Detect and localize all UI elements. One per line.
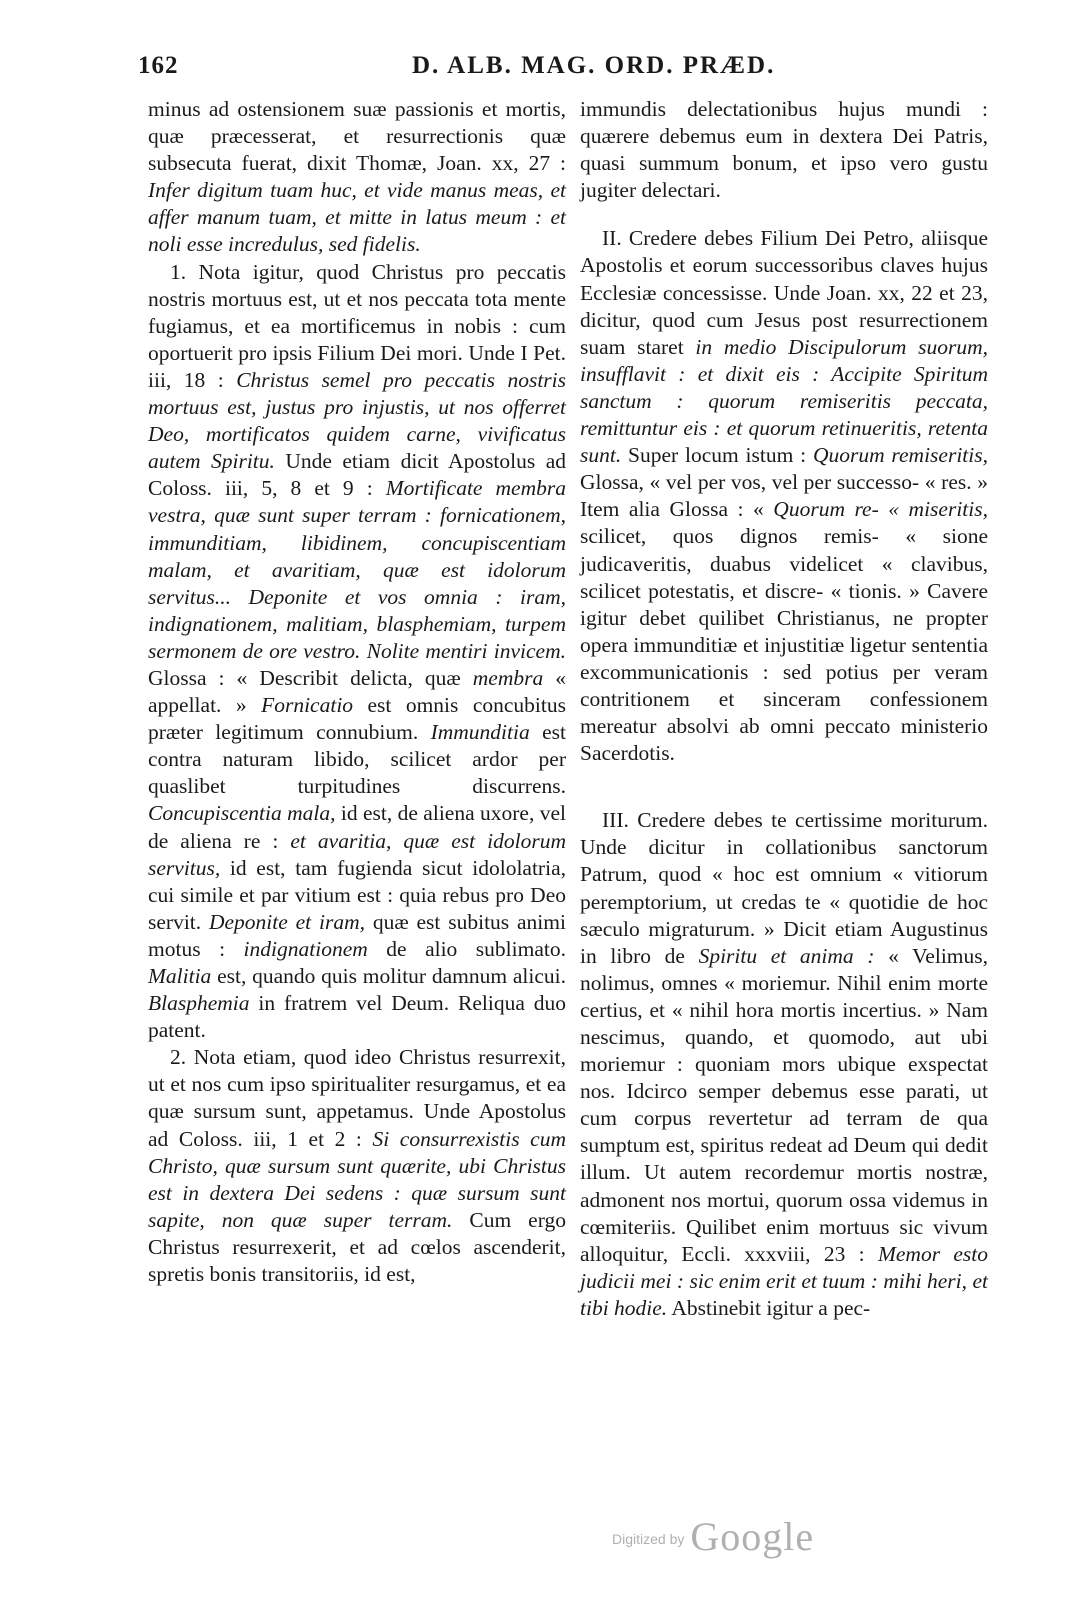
text-run: Glossa, « vel per vos, vel per successo- « res. » Item alia Glossa : « — [580, 470, 988, 522]
italic-run: Immunditia — [430, 720, 530, 745]
paragraph — [580, 96, 988, 204]
text-run: immundis delectationibus hujus mundi : quærere debemus eum in dextera Dei Patris, quasi summum bonum, et ipso vero gustu jugiter delectari. — [580, 97, 988, 203]
text-run: II. Credere debes Filium Dei Petro, aliisque Apostolis et eorum successoribus claves hujus Ecclesiæ concessisse. Unde Joan. xx, 22 et 23, dicitur, quod cum Jesus post resurrectionem suam staret — [580, 226, 988, 359]
paragraph — [148, 259, 566, 1045]
digitized-label: Digitized by — [612, 1531, 685, 1547]
text-run: est contra naturam libido, scilicet ardor per quaslibet turpitudines discurrens. — [148, 720, 566, 799]
text-run: quæ est subitus animi motus : — [148, 909, 566, 961]
italic-run: Spiritu et anima : — [698, 943, 875, 968]
digitized-by-google-watermark — [612, 1497, 814, 1557]
italic-run: Malitia — [148, 964, 212, 988]
left-column — [148, 96, 566, 1288]
text-run: minus ad ostensionem suæ passionis et mortis, quæ præcesserat, et resurrectionis quæ subsecuta fuerat, dixit Thomæ, Joan. xx, 27 : — [148, 97, 566, 176]
page-header — [0, 52, 1073, 92]
italic-run: Memor esto judicii mei : sic enim erit et tuum : mihi heri, et tibi hodie. — [580, 1241, 989, 1320]
text-run: in fratrem vel Deum. Reliqua duo patent. — [148, 991, 566, 1043]
paragraph — [148, 96, 566, 259]
text-run: « appellat. » — [148, 665, 566, 718]
paragraph — [580, 807, 988, 1322]
right-column — [580, 96, 988, 1322]
italic-run: Quorum remiseritis, — [812, 443, 988, 468]
paragraph — [148, 1044, 566, 1288]
text-run: Cum ergo Christus resurrexerit, et ad cœlos ascenderit, spretis bonis transitoriis, id est, — [148, 1207, 566, 1287]
text-run: id est, tam fugienda sicut idololatria, cui simile et par vitium est : quia rebus pro Deo servit. — [148, 855, 566, 934]
text-run: est, quando quis molitur damnum alicui. — [211, 964, 566, 988]
text-run: Abstinebit igitur a pec- — [667, 1295, 871, 1320]
italic-run: Deponite et iram, — [208, 909, 365, 934]
italic-run: in medio Discipulorum suorum, insufflavit : et dixit eis : Accipite Spiritum sanctum : quorum remiseritis peccata, remittuntur eis : et quorum retinueritis, retenta sunt. — [580, 334, 988, 468]
text-run: Glossa : « Describit delicta, quæ — [148, 665, 473, 690]
text-run: Unde etiam dicit Apostolus ad Coloss. iii, 5, 8 et 9 : — [148, 449, 566, 501]
text-run: « Velimus, nolimus, omnes « moriemur. Nihil enim morte certius, et « nihil hora mortis incertius. » Nam nescimus, quando, et quomodo, aut ubi moriemur : quoniam mors ubique exspectat nos. Idcirco semper debemus esse parati, ut cum corpus revertetur ad terram de qua sumptum est, spiritus redeat ad Deum qui dedit illum. Ut autem recordemur mortis nostræ, admonent nos mortui, quorum ossa videmus in cœmiteriis. Quilibet enim mortuus sic vivum alloquitur, Eccli. xxxviii, 23 : — [580, 943, 989, 1266]
running-title: D. ALB. MAG. ORD. PRÆD. — [412, 52, 776, 79]
italic-run: Fornicatio — [261, 693, 354, 718]
italic-run: Quorum re- « miseritis, — [773, 497, 988, 522]
text-run: id est, de aliena uxore, vel de aliena re : — [148, 801, 566, 853]
text-run: III. Credere debes te certissime moriturum. Unde dicitur in collationibus sanctorum Patrum, quod « hoc est omnium « vitiorum peremptorium, ut credas te « quotidie de hoc sæculo migraturum. » Dicit etiam Augustinus in libro de — [580, 808, 988, 968]
italic-run: Si consurrexistis cum Christo, quæ sursum sunt quærite, ubi Christus est in dextera Dei sedens : quæ sursum sunt sapite, non quæ super terram. — [148, 1126, 566, 1232]
paragraph — [580, 225, 988, 767]
italic-run: membra — [472, 665, 544, 690]
text-run: de alio sublimato. — [367, 936, 566, 961]
text-run: 1. Nota igitur, quod Christus pro peccatis nostris mortuus est, ut et nos peccata tota mente fugiamus, et ea mortificemus in nobis : cum oportuerit pro ipsis Filium Dei mori. Unde I Pet. iii, 18 : — [148, 259, 566, 392]
italic-run: Infer digitum tuam huc, et vide manus meas, et affer manum tuam, et mitte in latus meum : et noli esse incredulus, sed fidelis. — [148, 178, 566, 257]
italic-run: Christus semel pro peccatis nostris mortuus est, justus pro injustis, ut nos offerret Deo, mortificatos quidem carne, vivificatus autem Spiritu. — [148, 367, 566, 474]
italic-run: et avaritia, quæ est idolorum servitus, — [148, 828, 566, 880]
page-number: 162 — [138, 52, 179, 79]
italic-run: Mortificate membra vestra, quæ sunt super terram : fornicationem, immunditiam, libidinem, concupiscentiam malam, et avaritiam, quæ est idolorum servitus... Deponite et vos omnia : iram, indignationem, malitiam, blasphemiam, turpem sermonem de ore vestro. Nolite mentiri invicem. — [148, 476, 566, 663]
text-run: Super locum istum : — [621, 443, 813, 468]
italic-run: Concupiscentia mala, — [148, 801, 336, 826]
italic-run: indignationem — [243, 936, 368, 961]
google-logo: Google — [690, 1514, 815, 1559]
italic-run: Blasphemia — [148, 991, 250, 1016]
text-run: 2. Nota etiam, quod ideo Christus resurrexit, ut et nos cum ipso spiritualiter resurgamus, et ea quæ sursum sunt, appetamus. Unde Apostolus ad Coloss. iii, 1 et 2 : — [148, 1045, 566, 1151]
text-run: scilicet, quos dignos remis- « sione judicaveritis, duabus videlicet « clavibus, scilicet potestatis, et discre- « tionis. » Cavere igitur debet quilibet Christianus, ne propter opera immunditiæ et injustitiæ ligetur sententia excommunicationis : sed potius per veram contritionem et sinceram confessionem mereatur absolvi ab omni peccato ministerio Sacerdotis. — [580, 524, 988, 766]
text-run: est omnis concubitus præter legitimum connubium. — [148, 693, 566, 745]
